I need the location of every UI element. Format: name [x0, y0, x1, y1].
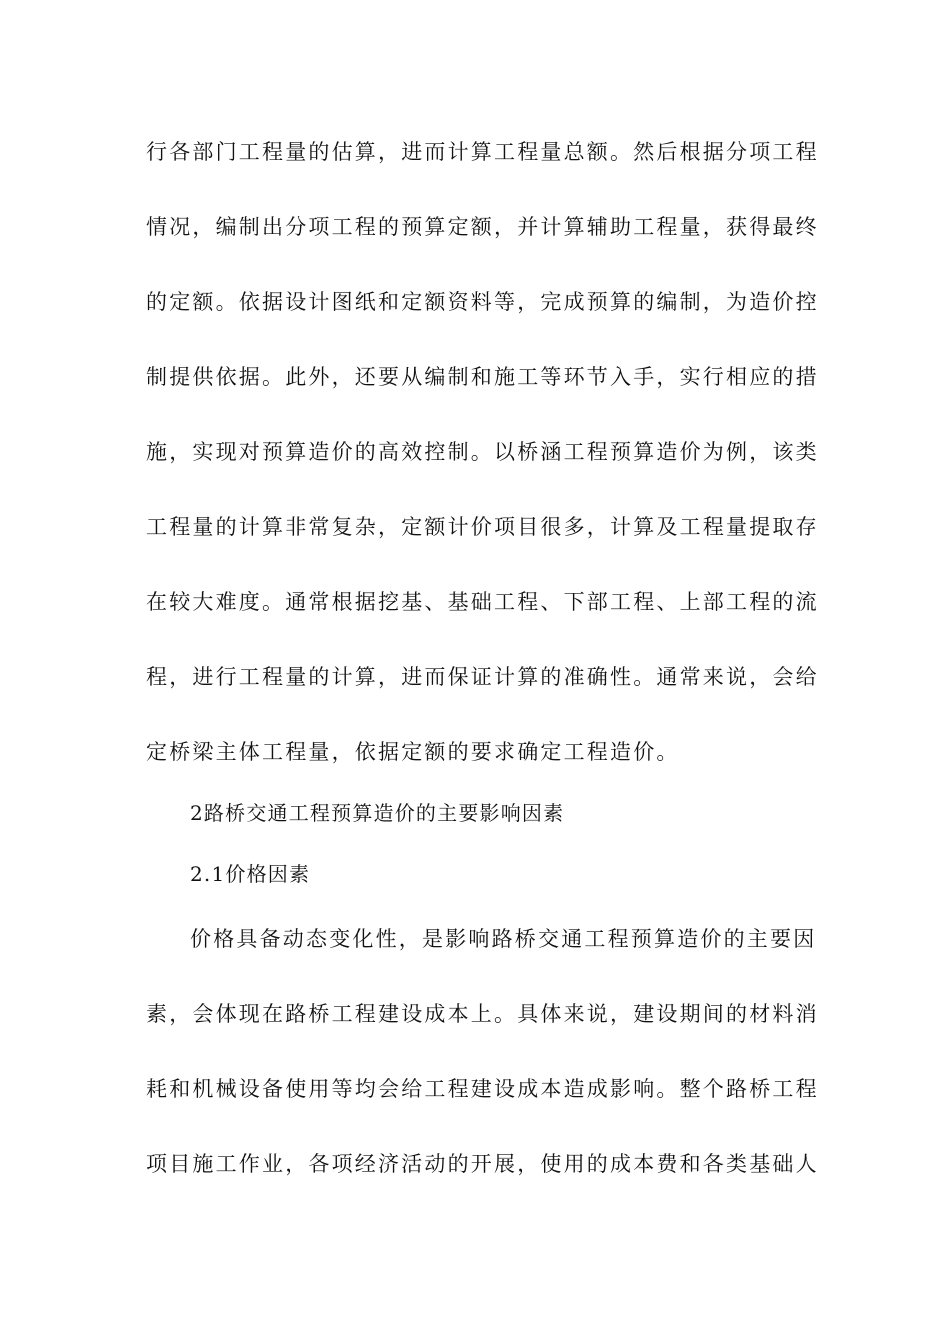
paragraph-line: 情况，编制出分项工程的预算定额，并计算辅助工程量，获得最终 [146, 215, 819, 239]
paragraph-line: 项目施工作业，各项经济活动的开展，使用的成本费和各类基础人 [146, 1152, 819, 1176]
paragraph-line: 施，实现对预算造价的高效控制。以桥涵工程预算造价为例，该类 [146, 440, 819, 464]
subsection-heading: 2.1价格因素 [190, 862, 311, 886]
paragraph-line: 素，会体现在路桥工程建设成本上。具体来说，建设期间的材料消 [146, 1002, 819, 1026]
paragraph-line: 耗和机械设备使用等均会给工程建设成本造成影响。整个路桥工程 [146, 1077, 819, 1101]
paragraph-line: 制提供依据。此外，还要从编制和施工等环节入手，实行相应的措 [146, 365, 819, 389]
paragraph-line: 价格具备动态变化性，是影响路桥交通工程预算造价的主要因 [190, 927, 817, 951]
paragraph-line: 在较大难度。通常根据挖基、基础工程、下部工程、上部工程的流 [146, 590, 819, 614]
paragraph-line: 行各部门工程量的估算，进而计算工程量总额。然后根据分项工程 [146, 140, 819, 164]
paragraph-line: 定桥梁主体工程量，依据定额的要求确定工程造价。 [146, 740, 680, 764]
section-heading: 2路桥交通工程预算造价的主要影响因素 [190, 801, 565, 825]
paragraph-line: 程，进行工程量的计算，进而保证计算的准确性。通常来说，会给 [146, 665, 819, 689]
paragraph-line: 工程量的计算非常复杂，定额计价项目很多，计算及工程量提取存 [146, 515, 819, 539]
paragraph-line: 的定额。依据设计图纸和定额资料等，完成预算的编制，为造价控 [146, 290, 819, 314]
